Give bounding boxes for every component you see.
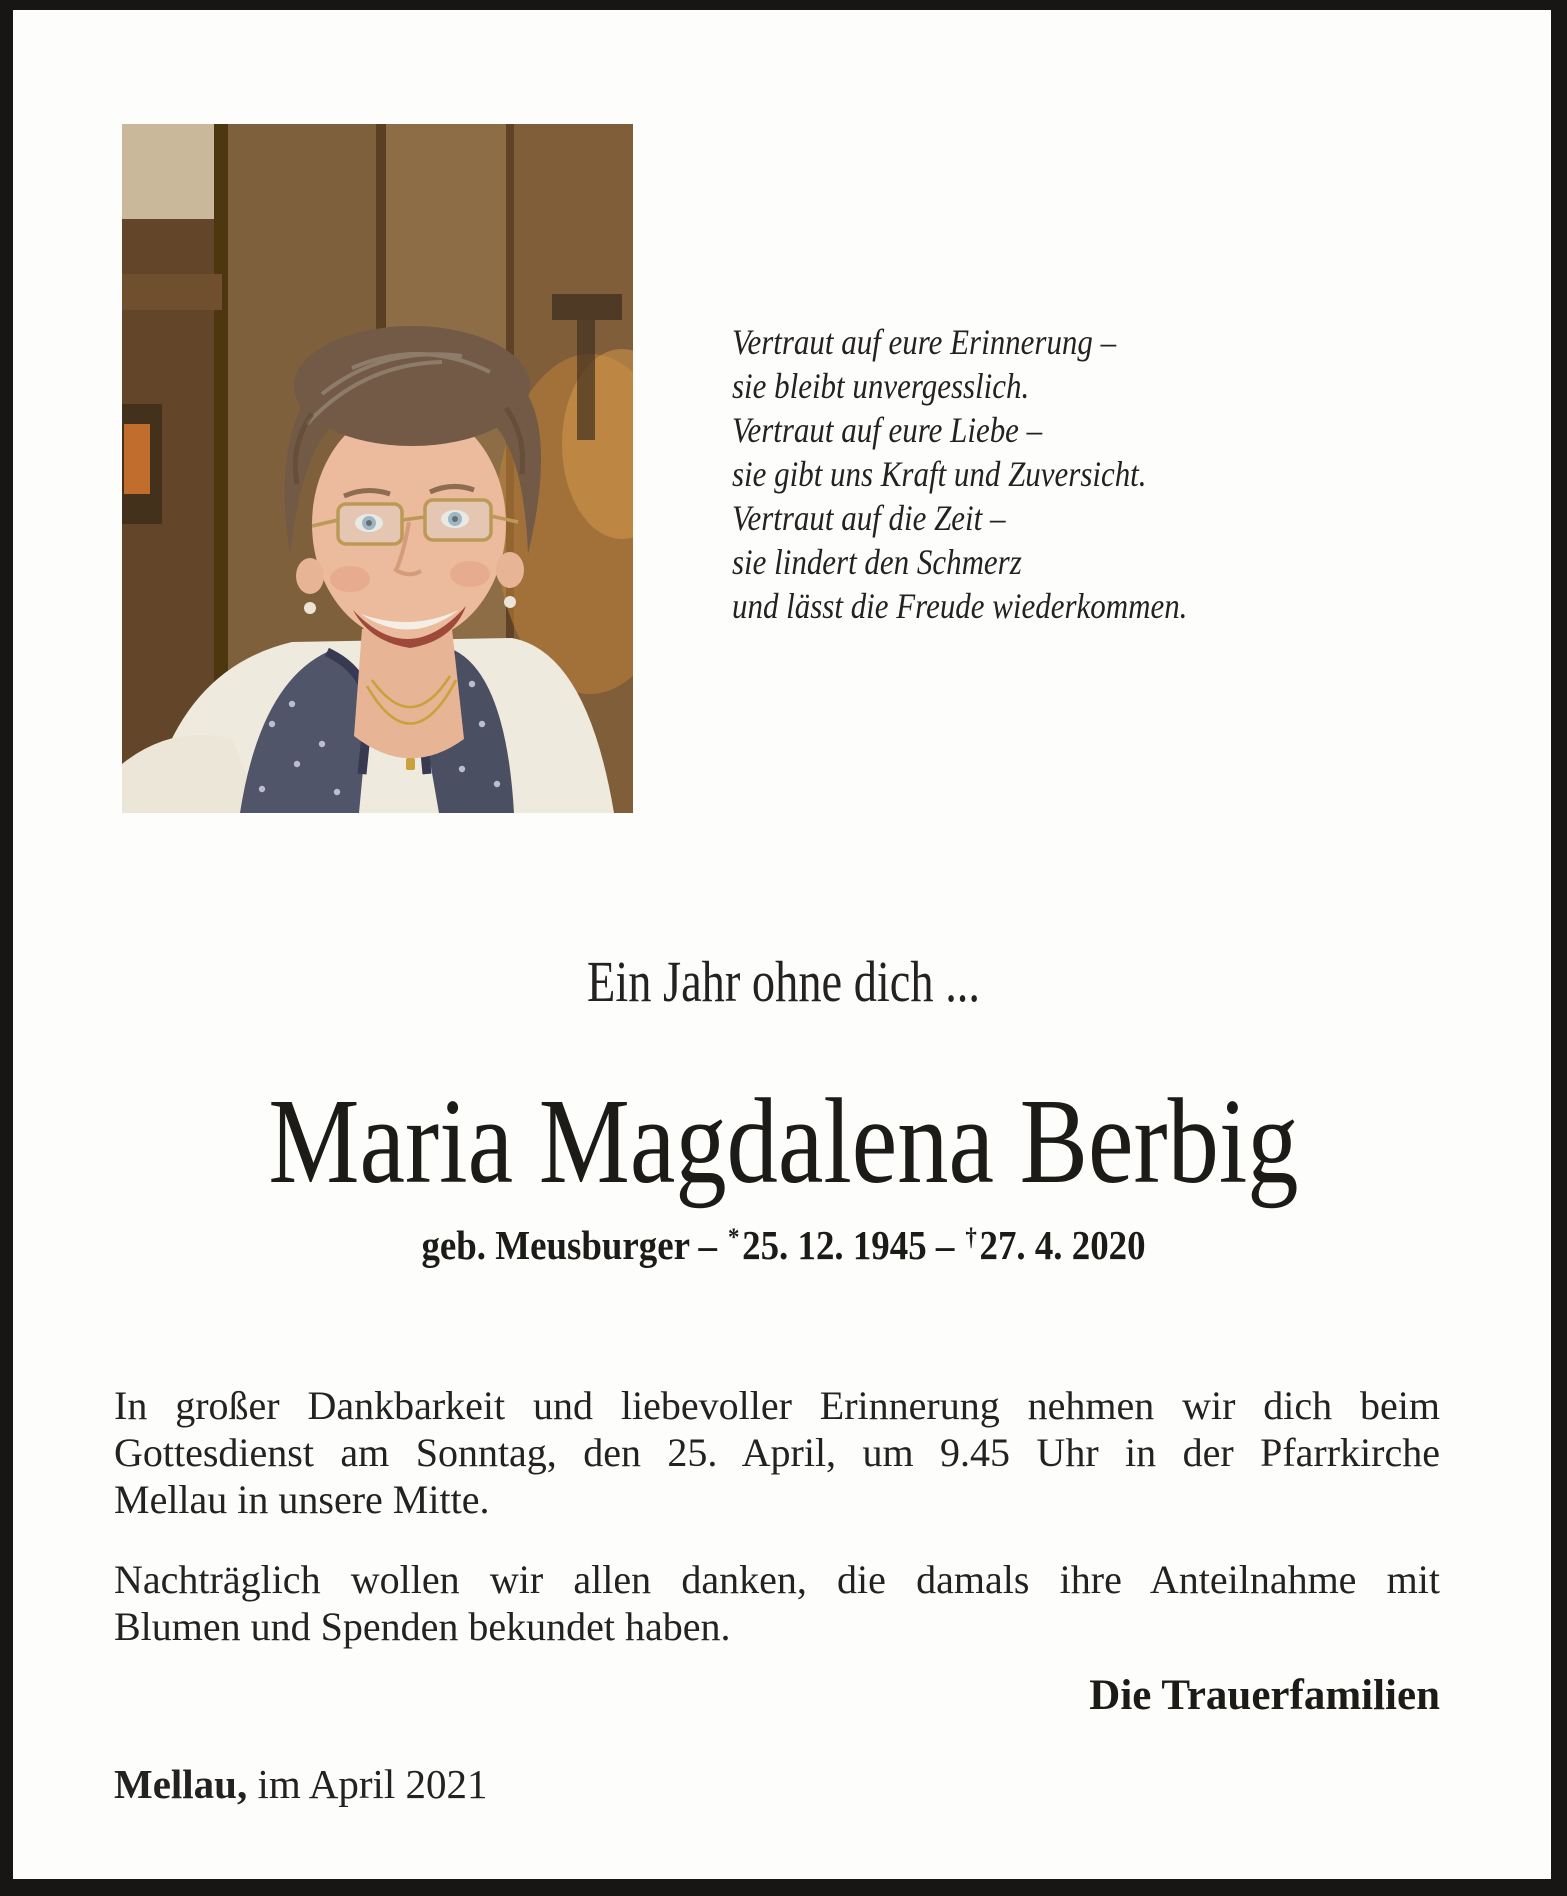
deceased-name: Maria Magdalena Berbig bbox=[268, 1074, 1299, 1209]
death-date: 27. 4. 2020 bbox=[979, 1222, 1146, 1268]
intro-line: Ein Jahr ohne dich ... bbox=[586, 949, 981, 1014]
service-announcement-paragraph bbox=[114, 1382, 1440, 1523]
place-date-line bbox=[114, 1760, 488, 1808]
poem-line: Vertraut auf eure Erinnerung – bbox=[732, 322, 1117, 362]
paragraph-line: In großer Dankbarkeit und liebevoller Erinnerung nehmen wir dich beim bbox=[114, 1383, 1440, 1428]
death-dagger-symbol: † bbox=[965, 1223, 977, 1252]
poem-line: Vertraut auf die Zeit – bbox=[732, 498, 1006, 538]
memorial-poem bbox=[732, 320, 1187, 628]
mourning-families-signature: Die Trauerfamilien bbox=[1089, 1672, 1440, 1719]
poem-line: sie gibt uns Kraft und Zuversicht. bbox=[732, 454, 1147, 494]
poem-line: sie lindert den Schmerz bbox=[732, 542, 1022, 582]
paragraph-line: Gottesdienst am Sonntag, den 25. April, um 9.45 Uhr in der Pfarrkirche bbox=[114, 1430, 1440, 1475]
maiden-name: geb. Meusburger – bbox=[421, 1222, 727, 1268]
birth-star-symbol: * bbox=[728, 1223, 740, 1252]
paragraph-line: Blumen und Spenden bekundet haben. bbox=[114, 1604, 731, 1649]
portrait-photo bbox=[122, 124, 633, 813]
date-text: im April 2021 bbox=[247, 1761, 488, 1807]
portrait-photo-illustration bbox=[122, 124, 633, 813]
poem-line: sie bleibt unvergesslich. bbox=[732, 366, 1030, 406]
thanks-paragraph bbox=[114, 1556, 1440, 1650]
poem-line: und lässt die Freude wiederkommen. bbox=[732, 586, 1188, 626]
birth-date: 25. 12. 1945 – bbox=[742, 1222, 964, 1268]
poem-line: Vertraut auf eure Liebe – bbox=[732, 410, 1043, 450]
paragraph-line: Nachträglich wollen wir allen danken, die damals ihre Anteilnahme mit bbox=[114, 1557, 1440, 1602]
place-name: Mellau, bbox=[114, 1761, 248, 1807]
paragraph-line: Mellau in unsere Mitte. bbox=[114, 1477, 490, 1522]
life-dates-line bbox=[78, 1220, 1488, 1276]
